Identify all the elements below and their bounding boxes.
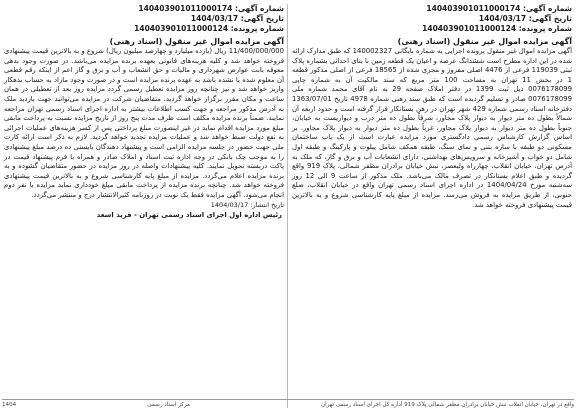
bottom-bar bbox=[2, 399, 574, 410]
notice-date: تاریخ آگهی: 1404/03/17 bbox=[190, 14, 284, 23]
right-notice-column bbox=[290, 4, 574, 408]
bottom-right-label: مرکز اسناد رسمی bbox=[147, 402, 191, 408]
bottom-address: واقع در تهران، خیابان انقلاب نبش خیابان برادران مظفر شمالی پلاک 919 اداره کل اجرای اسناد رسمی تهران bbox=[321, 402, 574, 408]
bottom-left-code: 1404 bbox=[2, 402, 17, 408]
notice-number: شماره آگهی: 140403901011000174 bbox=[426, 4, 572, 13]
publish-date: تاریخ انتشار: 1404/03/17 bbox=[210, 200, 284, 209]
notice-number: شماره آگهی: 140403901011000174 bbox=[138, 4, 284, 13]
case-number: شماره پرونده: 140403901011000124 bbox=[134, 24, 284, 33]
left-notice-body: 11/400/000/000 ریال (یازده میلیارد و چهارصد میلیون ریال) شروع و به بالاترین قیمت پیشنهادی فروخته خواهد شد و کلیه هزینه‌های قانونی بعهده برنده مزایده می‌باشد. در صورت وجود بدهی معوقه بابت عوارض شهرداری و مالیات و حق انشعاب و آب و برق و گاز اعم از اینکه رقم قطعی آن معلوم شده یا نشده باشد به عهده برنده مزایده است و در صورت وجود مازاد به حساب بدهکار واریز خواهد شد و نیز چنانچه روز مزایده تعطیل رسمی گردد مزایده روز بعد از تعطیلی در همان ساعت و مکان مقرر برگزار خواهد گردید. متقاضیان شرکت در مزایده می‌توانند جهت بازدید ملک به آدرس مذکور مراجعه و جهت کسب اطلاعات بیشتر به اداره اجرای اسناد رسمی تهران مراجعه نمایند. ضمناً برنده مزایده مکلف است ظرف مدت پنج روز از تاریخ مزایده نسبت به پرداخت مابقی مبلغ مورد مزایده اقدام نماید در غیر اینصورت مبلغ پرداختی پس از کسر هزینه‌های عملیات اجرائی به نفع دولت ضبط خواهد شد و عملیات مزایده تجدید خواهد گردید. لازم به ذکر است ارائه کارت ملی جهت حضور در جلسه مزایده الزامی است و پیشنهاد دهندگان بایستی ده درصد مبلغ پیشنهادی را به موجب چک بانکی در وجه اداره ثبت اسناد و املاک صادر و همراه با فرم پیشنهاد قیمت در پاکت دربسته تحویل نمایند. کلیه پیشنهادات واصله در روز مزایده در حضور متقاضیان گشوده و به برنده مزایده اعلام می‌گردد. مزایده از مبلغ پایه کارشناسی شروع و به بالاترین قیمت پیشنهادی فروخته خواهد شد. چنانچه برنده مزایده از پرداخت مابقی مبلغ خودداری نماید مزایده با نفر دوم انجام می‌شود. آگهی مزایده فقط یک نوبت در روزنامه کثیرالانتشار درج و منتشر می‌گردد. bbox=[4, 47, 284, 199]
left-notice-footer bbox=[2, 201, 286, 220]
column-divider bbox=[287, 4, 288, 408]
notice-date: تاریخ آگهی: 1404/03/17 bbox=[478, 14, 572, 23]
right-notice-body: آگهی مزایده اموال غیر منقول پرونده اجرایی به شماره بایگانی 140002327 که طبق مدارک ارائه شده در این اداره مطرح است ششدانگ عرصه و اعیان یک قطعه زمین با بنای احداثی بشماره پلاک ثبتی 119039 فرعی از 4476 اصلی مفروز و مجزی شده از 18565 فرعی از اصلی مذکور قطعه 1 در بخش 11 تهران به مساحت 100 متر مربع که سند مالکیت آن به شماره چاپی 0076178099 ذیل ثبت 1399 در دفتر املاک صفحه 29 به نام آقای محمد شماره ملی 0076178099 صادر و تسلیم گردیده است که طبق سند رهنی شماره 4978 تاریخ 1363/07/01 دفترخانه اسناد رسمی شماره 429 شهر تهران در رهن بستانکار قرار گرفته است و حدود اربعه آن شمالاً بطول ده متر دیوار به دیوار پلاک مجاور، شرقاً بطول ده متر درب و دیواریست به خیابان، جنوباً بطول ده متر دیوار به دیوار پلاک مجاور، غرباً بطول ده متر دیوار به دیوار پلاک مجاور. بر اساس گزارش کارشناس رسمی دادگستری مورد مزایده عبارت است از یک باب ساختمان مسکونی دو طبقه با سازه بتنی و نمای سنگ، طبقه همکف شامل پیلوت و پارکینگ و طبقه اول شامل دو خواب و آشپزخانه و سرویس‌های بهداشتی، دارای انشعابات آب و برق و گاز، که ملک به آدرس تهران، خیابان انقلاب، چهارراه ولیعصر، نبش خیابان برادران مظفر شمالی، پلاک 919 واقع گردیده و طبق اعلام بستانکار در تصرف مالک می‌باشد. ملک مذکور از ساعت 9 الی 12 روز سه‌شنبه مورخ 1404/04/24 در اداره اجرای اسناد رسمی تهران واقع در خیابان انقلاب، ضلع جنوبی، از طریق مزایده به فروش می‌رسد. مزایده از مبلغ پایه کارشناسی شروع و به بالاترین قیمت پیشنهادی فروخته خواهد شد. bbox=[292, 47, 573, 209]
case-number: شماره پرونده: 140403901011000124 bbox=[422, 24, 572, 33]
right-notice-title: آگهی مزایده اموال غیر منقول (اسناد رهنی) bbox=[397, 37, 572, 46]
signature: رئیس اداره اول اجرای اسناد رسمی تهران - فرید اسعد bbox=[96, 210, 282, 219]
left-notice-title: آگهی مزایده اموال غیر منقول (اسناد رهنی) bbox=[109, 37, 284, 46]
left-notice-column bbox=[2, 4, 286, 408]
right-notice-header bbox=[290, 4, 574, 34]
left-notice-header bbox=[2, 4, 286, 34]
